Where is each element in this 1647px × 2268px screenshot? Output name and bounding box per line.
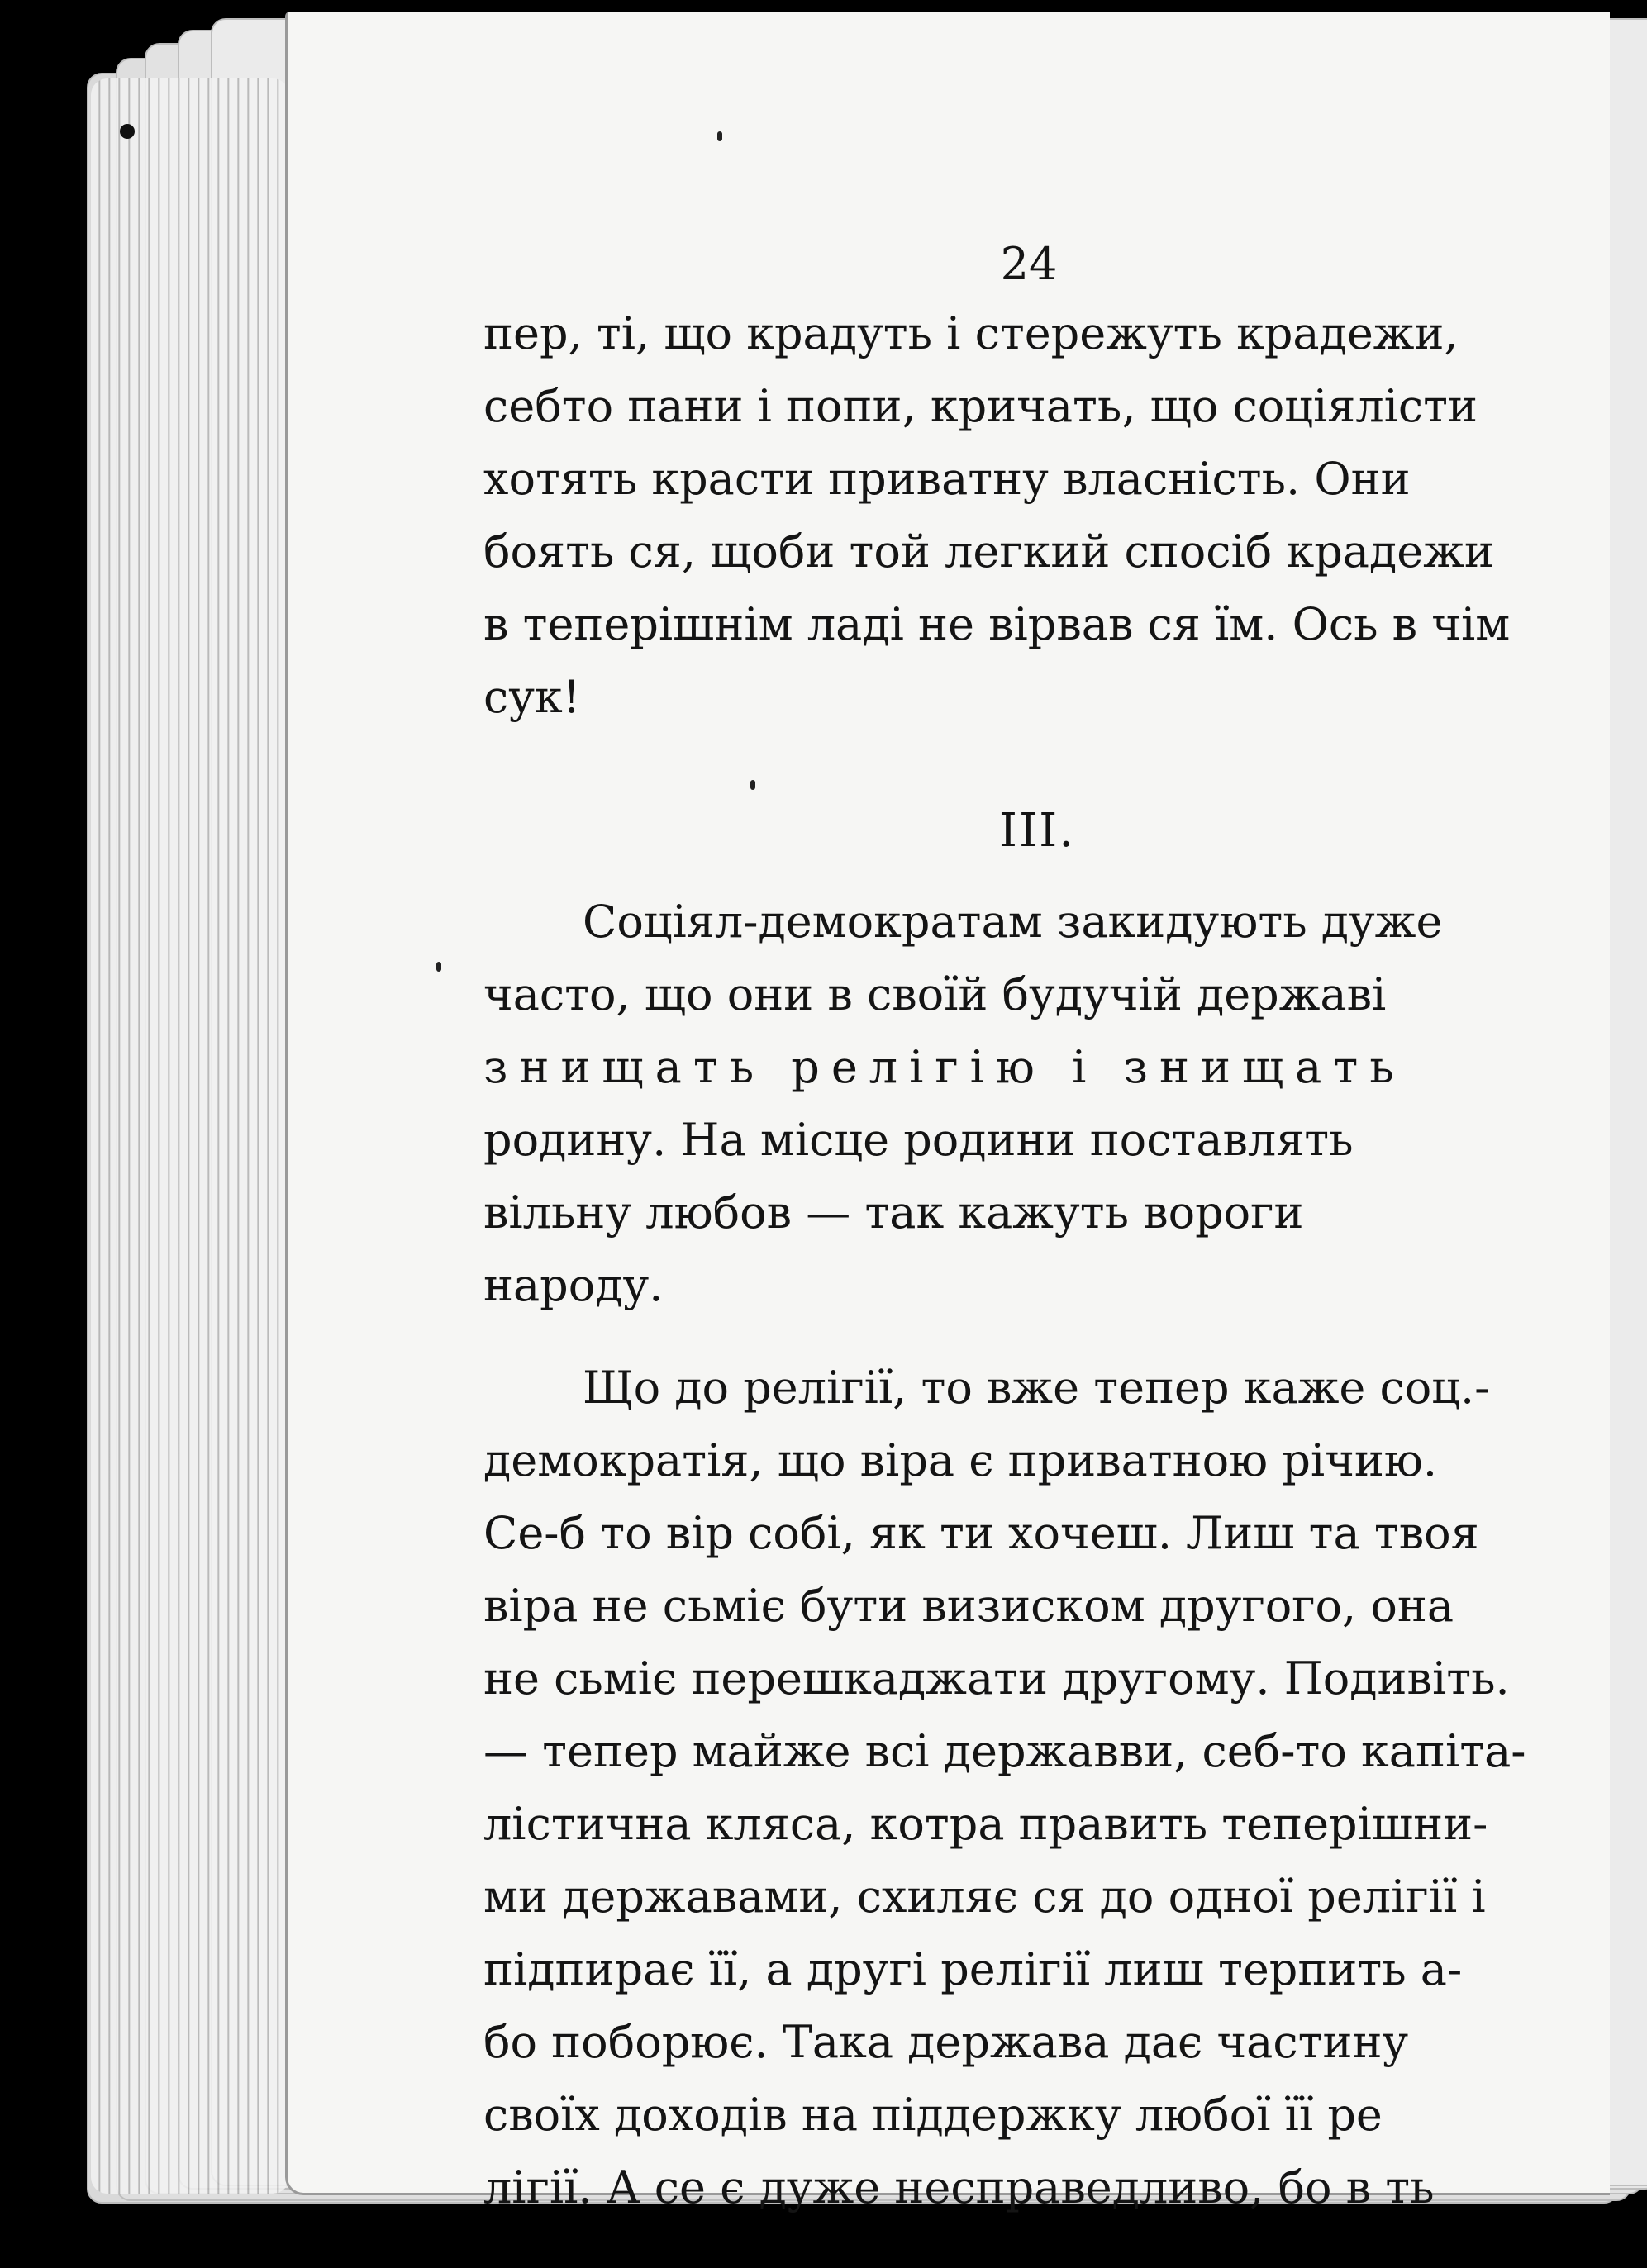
text-line: народу. — [483, 1259, 664, 1311]
text-line: Се-б то вір собі, як ти хочеш. Лиш та твоя — [483, 1507, 1479, 1559]
text-line: боять ся, щоби той легкий спосіб крадежи — [483, 525, 1494, 578]
page-number: 24 — [1000, 238, 1058, 290]
text-line: в теперішнім ладі не вірвав ся їм. Ось в чім — [483, 598, 1511, 650]
text-line: хотять красти приватну власність. Они — [483, 453, 1411, 505]
paragraph-religion-family — [483, 886, 1591, 1322]
text-line: Соціял-демократам закидують дуже — [583, 896, 1443, 948]
ink-speck — [717, 131, 722, 141]
text-line: знищать релігію і знищать — [483, 1041, 1406, 1093]
text-line: ми державами, схиляє ся до одної релігії і — [483, 1871, 1486, 1923]
opening-paragraph — [483, 297, 1591, 734]
text-line: вільну любов — так кажуть вороги — [483, 1186, 1304, 1239]
text-line: своїх доходів на піддержку любої її ре — [483, 2089, 1383, 2141]
text-line: віра не сьміє бути визиском другого, она — [483, 1580, 1454, 1632]
text-line: родину. На місце родини поставлять — [483, 1114, 1354, 1166]
text-line: лістична кляса, котра править теперішни- — [483, 1798, 1488, 1850]
text-line: підпирає її, а другі релігії лиш терпить а- — [483, 1943, 1463, 1995]
text-line: — тепер майже всі державви, себ-то капіта- — [483, 1725, 1526, 1777]
ink-dot — [120, 124, 135, 139]
text-line: демократія, що віра є приватною річию. — [483, 1434, 1438, 1486]
text-line: часто, що они в своїй будучій державі — [483, 968, 1387, 1020]
text-line: себто пани і попи, кричать, що соціялісти — [483, 380, 1478, 432]
text-line: не сьміє перешкаджати другому. Подивіть. — [483, 1652, 1510, 1705]
text-line: пер, ті, що крадуть і стережуть крадежи, — [483, 307, 1459, 359]
page-stack-edges — [91, 78, 289, 2194]
text-line: сук! — [483, 671, 581, 723]
ink-speck — [436, 962, 441, 972]
text-line: бо поборює. Така держава дає частину — [483, 2016, 1409, 2068]
text-line: лігії. А се є дуже несправедливо, бо в ть — [483, 2161, 1435, 2213]
paragraph-religion — [483, 1352, 1591, 2224]
text-line: Що до релігії, то вже тепер каже соц.- — [583, 1362, 1490, 1414]
section-heading: III. — [998, 804, 1076, 858]
page-text — [483, 231, 1591, 2224]
